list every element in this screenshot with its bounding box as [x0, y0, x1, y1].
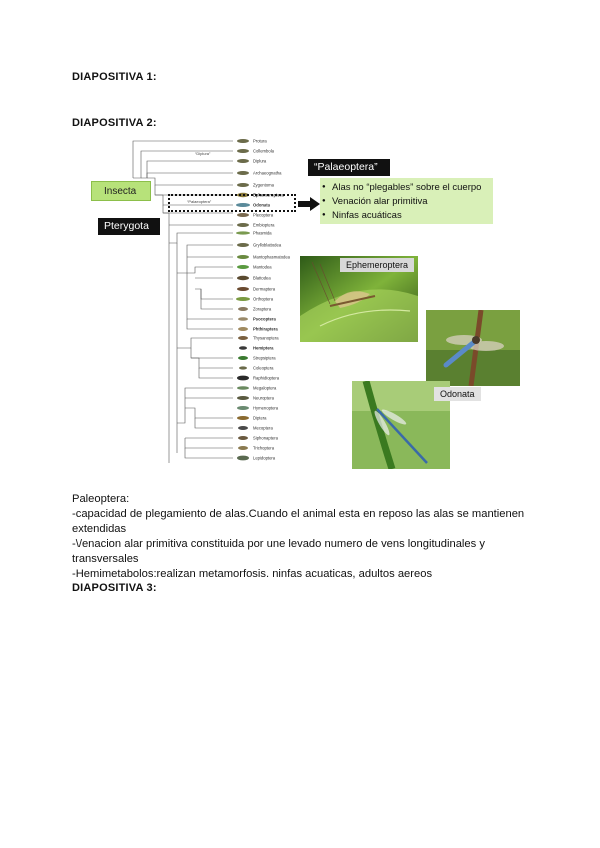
taxon-label: Raphidioptera	[253, 375, 280, 381]
bullet-item: ● Alas no “plegables” sobre el cuerpo	[332, 182, 481, 193]
taxon-label: Diplura	[253, 158, 267, 164]
arrow-right-icon	[298, 197, 320, 211]
taxon-label: Siphonaptera	[253, 435, 278, 441]
taxon-label: Thysanoptera	[253, 335, 279, 341]
clade-label-palaeoptera: “Palaeoptera”	[187, 199, 212, 204]
label-odonata: Odonata	[434, 387, 481, 401]
taxon-label: Megaloptera	[253, 385, 277, 391]
clade-label-diplura: “Diplura”	[195, 151, 211, 156]
palaeoptera-highlight-box	[168, 194, 296, 212]
palaeoptera-title	[308, 159, 390, 176]
heading-slide-2: DIAPOSITIVA 2:	[72, 117, 157, 129]
taxa-labels	[253, 139, 291, 461]
taxon-label: Hymenoptera	[253, 405, 279, 411]
photo-ephemeroptera	[300, 256, 418, 342]
taxon-label: Protura	[253, 138, 267, 144]
taxon-label: Psocoptera	[253, 316, 276, 322]
label-ephemeroptera: Ephemeroptera	[340, 258, 414, 272]
insecta-label-box	[91, 181, 151, 201]
taxon-label: Diptera	[253, 415, 267, 421]
taxon-label: Ephemeroptera	[253, 192, 284, 198]
taxon-label: Embioptera	[253, 222, 275, 228]
notes-line: Paleoptera:	[72, 493, 130, 505]
taxon-label: Collembola	[253, 148, 274, 154]
taxon-label: Phthiraptera	[253, 326, 278, 332]
insect-silhouettes	[236, 139, 250, 460]
taxon-label: Zygentoma	[253, 182, 274, 188]
heading-slide-1: DIAPOSITIVA 1:	[72, 71, 157, 83]
taxon-label: Neuroptera	[253, 395, 274, 401]
palaeoptera-bullets	[320, 178, 493, 224]
taxon-label: Blattodea	[253, 275, 271, 281]
taxon-label: Mecoptera	[253, 425, 273, 431]
taxon-label: Mantodea	[253, 264, 272, 270]
dragonfly-image	[426, 310, 520, 386]
phylogeny-svg	[125, 133, 300, 473]
bullet-item: ● Ninfas acuáticas	[332, 210, 402, 221]
notes-line: -capacidad de plegamiento de alas.Cuando el animal esta en reposo las alas se mantienen	[72, 508, 525, 520]
heading-slide-3: DIAPOSITIVA 3:	[72, 582, 157, 594]
taxon-label: Lepidoptera	[253, 455, 276, 461]
notes-line: -Hemimetabolos:realizan metamorfosis. ninfas acuaticas, adultos aereos	[72, 568, 433, 580]
taxon-label: Trichoptera	[253, 445, 275, 451]
taxon-label: Coleoptera	[253, 365, 274, 371]
taxon-label: Mantophasmatodea	[253, 254, 291, 260]
pterygota-label-box	[98, 218, 160, 235]
notes-line: transversales	[72, 553, 139, 565]
taxon-label: Phasmida	[253, 230, 272, 236]
taxon-label: Plecoptera	[253, 212, 274, 218]
bullet-item: ● Venación alar primitiva	[332, 196, 428, 207]
phylogeny-tree	[125, 133, 300, 473]
taxon-label: Grylloblattodea	[253, 242, 282, 248]
photo-odonata-dragonfly	[426, 310, 520, 386]
taxon-label: Archaeognatha	[253, 170, 282, 176]
insecta-label: Insecta	[104, 186, 137, 197]
taxon-label: Zoraptera	[253, 306, 272, 312]
taxon-label: Dermaptera	[253, 286, 276, 292]
taxon-label: Orthoptera	[253, 296, 274, 302]
taxon-label: Hemiptera	[253, 345, 274, 351]
pterygota-label: Pterygota	[104, 220, 149, 232]
notes-line: -\/enacion alar primitiva constituida por une levado numero de vens longitudinales y	[72, 538, 485, 550]
palaeoptera-title-text: “Palaeoptera”	[314, 161, 378, 173]
notes-line: extendidas	[72, 523, 127, 535]
taxon-label: Odonata	[253, 202, 270, 208]
paleoptera-notes	[72, 492, 542, 582]
taxon-label: Strepsiptera	[253, 355, 276, 361]
